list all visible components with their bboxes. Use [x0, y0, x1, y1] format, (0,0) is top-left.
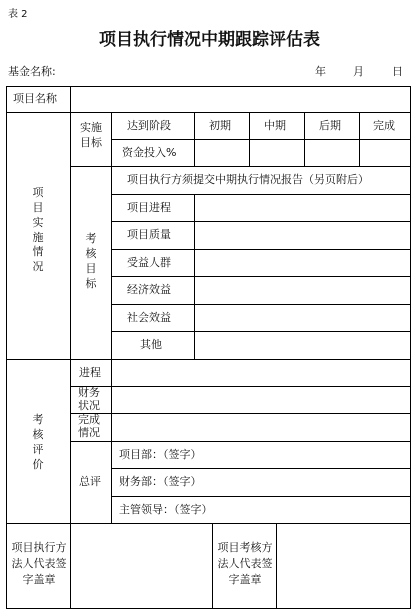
day-label: 日 [392, 65, 403, 78]
year-label: 年 [315, 65, 326, 78]
report-note: 项目执行方须提交中期执行情况报告（另页附后） [127, 173, 369, 186]
table-number: 表 2 [8, 9, 28, 20]
month-label: 月 [353, 65, 364, 78]
progress-label: 进程 [79, 366, 101, 379]
stage-label: 达到阶段 [127, 119, 171, 132]
item-other: 其他 [140, 338, 162, 351]
overall-label: 总评 [79, 475, 101, 488]
implementation-section-label: 项目实施情况 [32, 186, 44, 274]
assessment-group-label: 考核目标 [85, 232, 97, 290]
item-progress: 项目进程 [127, 201, 171, 214]
stage-complete: 完成 [373, 119, 395, 132]
document-title: 项目执行情况中期跟踪评估表 [99, 30, 320, 50]
stage-mid: 中期 [264, 119, 286, 132]
signature-finance-dept: 财务部：（签字） [119, 475, 202, 488]
stage-early: 初期 [209, 119, 231, 132]
item-economic: 经济效益 [127, 283, 171, 296]
project-name-label: 项目名称 [13, 92, 57, 105]
executor-signature-label: 项目执行方法人代表签字盖章 [11, 541, 67, 586]
fund-name-label: 基金名称: [8, 65, 56, 78]
signature-project-dept: 项目部：（签字） [119, 448, 202, 461]
target-group-label: 实施目标 [80, 121, 102, 149]
item-beneficiaries: 受益人群 [127, 256, 171, 269]
assessor-signature-label: 项目考核方法人代表签字盖章 [217, 541, 273, 586]
stage-late: 后期 [319, 119, 341, 132]
item-social: 社会效益 [127, 311, 171, 324]
signature-supervisor: 主管领导：（签字） [119, 503, 213, 516]
completion-label: 完成情况 [78, 413, 100, 439]
finance-label: 财务状况 [78, 386, 100, 412]
item-quality: 项目质量 [127, 228, 171, 241]
funding-label: 资金投入% [122, 146, 177, 159]
evaluation-section-label: 考核评价 [32, 413, 44, 471]
